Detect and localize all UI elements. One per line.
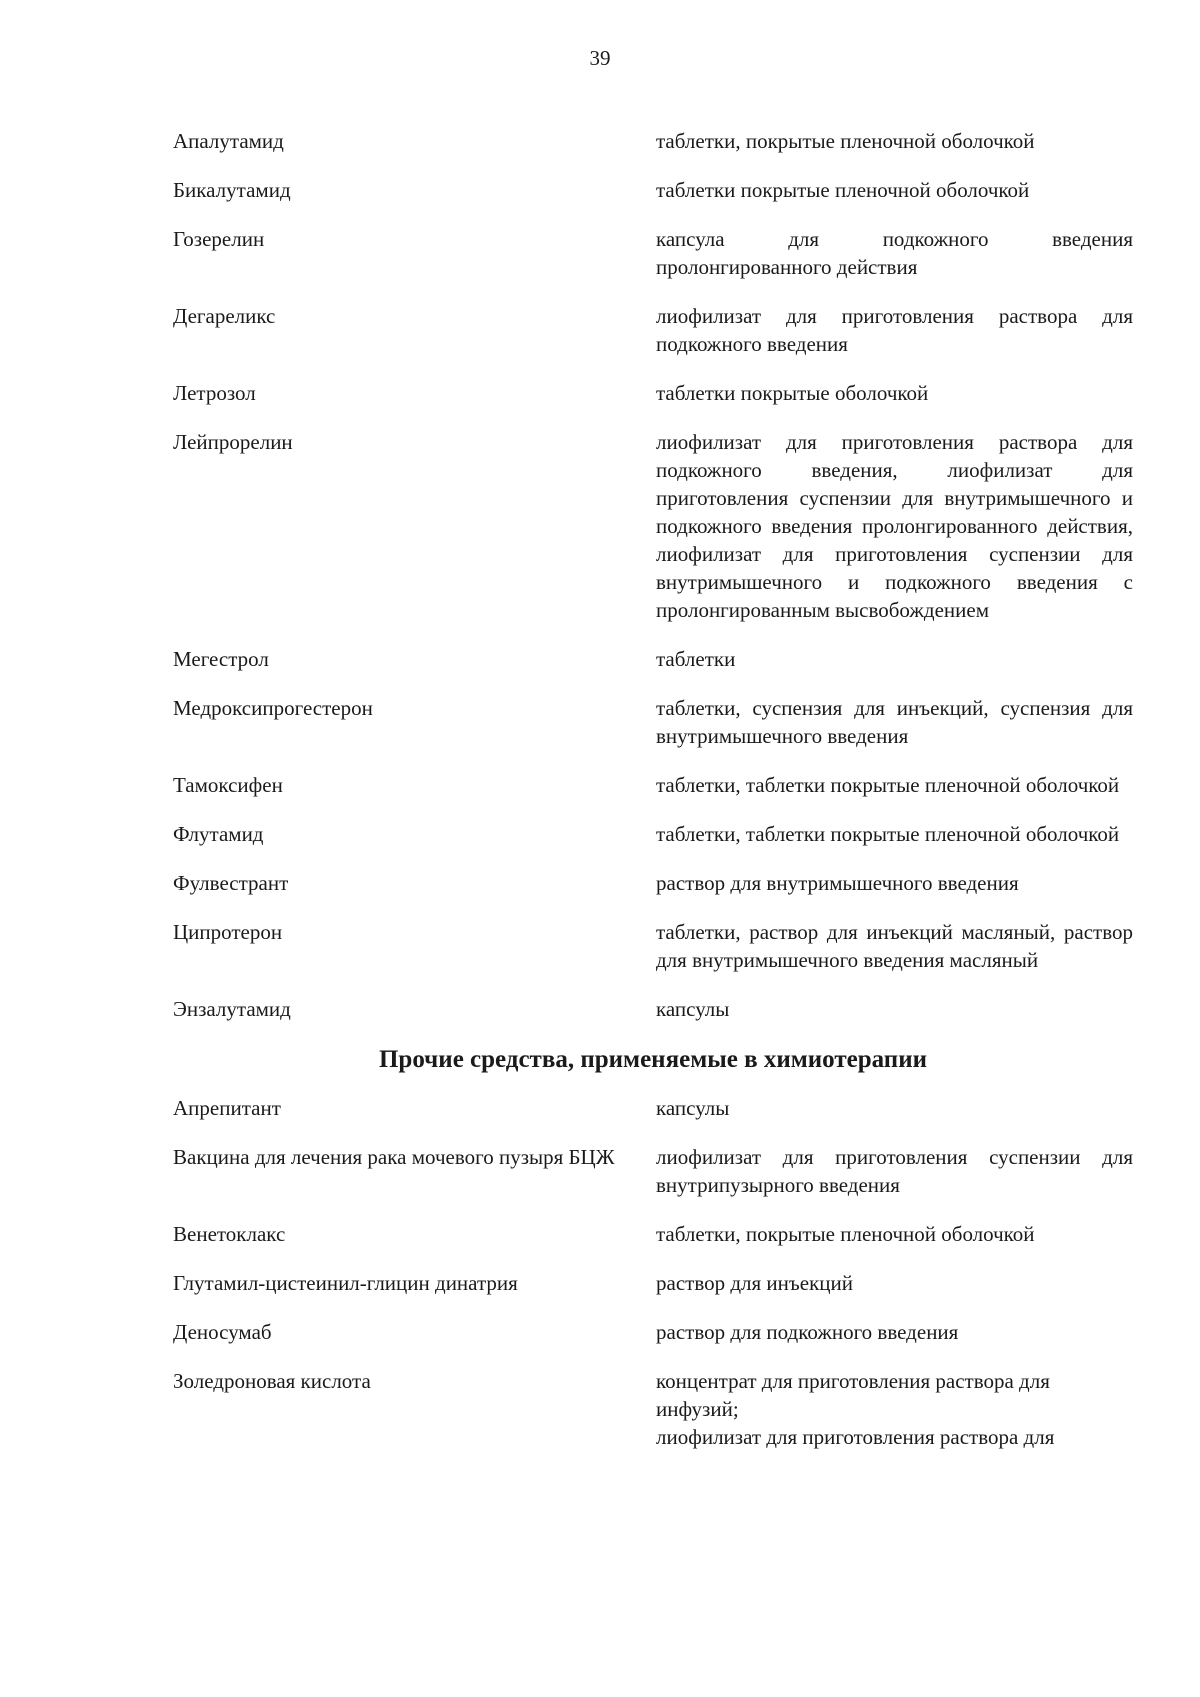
drug-form: таблетки, покрытые пленочной оболочкой xyxy=(656,129,1035,153)
drug-name: Ципротерон xyxy=(173,920,283,944)
drug-name: Флутамид xyxy=(173,822,264,846)
section-heading: Прочие средства, применяемые в химиотерапии xyxy=(378,1046,928,1073)
drug-name: Венетоклакс xyxy=(173,1222,286,1246)
drug-name: Фулвестрант xyxy=(173,871,289,895)
drug-name: Золедроновая кислота xyxy=(173,1369,371,1393)
drug-form: концентрат для приготовления раствора для инфузий; лиофилизат для приготовления раствора для xyxy=(656,1369,1055,1449)
drug-form: таблетки xyxy=(656,647,736,671)
drug-form: капсула для подкожного введения пролонгированного действия xyxy=(656,227,1133,279)
drug-form: таблетки покрытые оболочкой xyxy=(656,381,929,405)
drug-form: капсулы xyxy=(656,1096,730,1120)
drug-row xyxy=(173,1220,1133,1248)
drug-row xyxy=(173,820,1133,848)
page-number: 39 xyxy=(589,46,611,70)
drug-row xyxy=(173,302,1133,358)
drug-name: Дегареликс xyxy=(173,304,276,328)
drug-form: таблетки, покрытые пленочной оболочкой xyxy=(656,1222,1035,1246)
drug-form: раствор для внутримышечного введения xyxy=(656,871,1019,895)
drug-name: Мегестрол xyxy=(173,647,269,671)
drug-row xyxy=(173,1094,1133,1122)
drug-row xyxy=(173,176,1133,204)
drug-form: таблетки покрытые пленочной оболочкой xyxy=(656,178,1030,202)
drug-row xyxy=(173,1318,1133,1346)
drug-name: Бикалутамид xyxy=(173,178,291,202)
drug-row xyxy=(173,869,1133,897)
drug-row xyxy=(173,225,1133,281)
drug-name: Тамоксифен xyxy=(173,773,283,797)
drug-row xyxy=(173,918,1133,974)
drug-name: Гозерелин xyxy=(173,227,265,251)
drug-form: раствор для подкожного введения xyxy=(656,1320,959,1344)
drug-form: раствор для инъекций xyxy=(656,1271,853,1295)
drug-form: лиофилизат для приготовления раствора для подкожного введения, лиофилизат для приготовления суспензии для внутримышечного и подкожного введения пролонгированного действия, лиофилизат для приготовления суспензии для внутримышечного и подкожного введения с пролонгированным высвобождением xyxy=(656,430,1133,622)
drug-form: капсулы xyxy=(656,997,730,1021)
drug-row xyxy=(173,645,1133,673)
drug-row xyxy=(173,771,1133,799)
drug-form: таблетки, таблетки покрытые пленочной оболочкой xyxy=(656,773,1120,797)
drug-form: лиофилизат для приготовления суспензии для внутрипузырного введения xyxy=(656,1145,1133,1197)
drug-name: Апалутамид xyxy=(173,129,284,153)
drug-name: Медроксипрогестерон xyxy=(173,696,373,720)
drug-row xyxy=(173,1143,1133,1199)
drug-name: Глутамил-цистеинил-глицин динатрия xyxy=(173,1271,518,1295)
drug-row xyxy=(173,995,1133,1023)
drug-row xyxy=(173,1269,1133,1297)
drug-row xyxy=(173,127,1133,155)
drug-name: Летрозол xyxy=(173,381,256,405)
drug-name: Энзалутамид xyxy=(173,997,291,1021)
drug-form: таблетки, суспензия для инъекций, суспензия для внутримышечного введения xyxy=(656,696,1133,748)
drug-row xyxy=(173,428,1133,624)
drug-row xyxy=(173,694,1133,750)
drug-list xyxy=(173,127,1133,1472)
drug-row xyxy=(173,379,1133,407)
drug-name: Лейпрорелин xyxy=(173,430,293,454)
drug-name: Деносумаб xyxy=(173,1320,272,1344)
drug-name: Апрепитант xyxy=(173,1096,281,1120)
drug-form: таблетки, раствор для инъекций масляный, раствор для внутримышечного введения масляный xyxy=(656,920,1133,972)
drug-form: таблетки, таблетки покрытые пленочной оболочкой xyxy=(656,822,1120,846)
drug-form: лиофилизат для приготовления раствора для подкожного введения xyxy=(656,304,1133,356)
drug-row xyxy=(173,1367,1133,1451)
drug-name: Вакцина для лечения рака мочевого пузыря БЦЖ xyxy=(173,1145,615,1169)
